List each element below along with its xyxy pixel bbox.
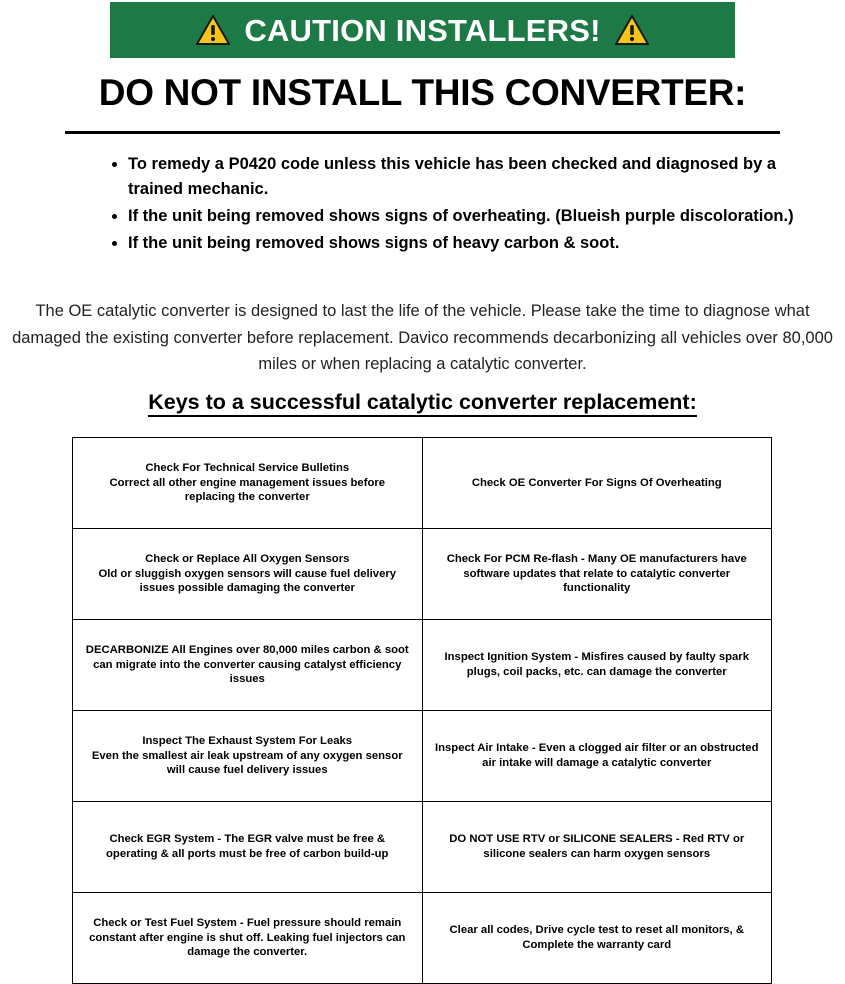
intro-paragraph: The OE catalytic converter is designed to last the life of the vehicle. Please take the time to diagnose what damaged the existing converter before replacement. Davico recommends decarbonizing all vehicles over 80,000 miles or when replacing a catalytic converter.: [12, 302, 833, 374]
list-item: • If the unit being removed shows signs of heavy carbon & soot.: [128, 231, 808, 256]
list-item: • To remedy a P0420 code unless this vehicle has been checked and diagnosed by a trained mechanic.: [128, 152, 808, 202]
table-cell-text: Check EGR System - The EGR valve must be free & operating & all ports must be free of carbon build-up: [106, 833, 389, 860]
table-cell-text: DECARBONIZE All Engines over 80,000 miles carbon & soot can migrate into the converter causing catalyst efficiency issues: [85, 643, 409, 686]
table-cell-right: [422, 711, 772, 802]
table-cell-text: Inspect Ignition System - Misfires caused by faulty spark plugs, coil packs, etc. can damage the converter: [444, 651, 749, 678]
table-row: [73, 711, 772, 802]
table-cell-text: Clear all codes, Drive cycle test to reset all monitors, & Complete the warranty card: [449, 924, 744, 951]
divider: [65, 131, 780, 134]
table-row: [73, 893, 772, 984]
table-cell-text: Check or Test Fuel System - Fuel pressure should remain constant after engine is shut off. Leaking fuel injectors can damage the converter.: [89, 916, 406, 959]
table-cell-left: [73, 529, 423, 620]
table-cell-text: DO NOT USE RTV or SILICONE SEALERS - Red RTV or silicone sealers can harm oxygen sensors: [449, 833, 745, 860]
warning-triangle-icon: [615, 15, 649, 46]
table-cell-left: [73, 802, 423, 893]
table-cell-right: [422, 620, 772, 711]
table-cell-left: [73, 438, 423, 529]
list-item: • If the unit being removed shows signs of overheating. (Blueish purple discoloration.): [128, 204, 808, 229]
table-row: [73, 802, 772, 893]
warning-triangle-icon: [196, 15, 230, 46]
table-cell-left: [73, 620, 423, 711]
keys-section-title: [0, 390, 845, 415]
table-row: [73, 529, 772, 620]
do-not-install-list: [96, 152, 808, 258]
caution-banner: [110, 2, 735, 58]
table-cell-right: [422, 529, 772, 620]
caution-banner-text: CAUTION INSTALLERS!: [244, 12, 601, 48]
table-cell-left: [73, 893, 423, 984]
table-row: [73, 620, 772, 711]
table-cell-text: Check For Technical Service Bulletins Correct all other engine management issues before replacing the converter: [109, 461, 386, 504]
table-cell-text: Inspect Air Intake - Even a clogged air filter or an obstructed air intake will damage a catalytic converter: [434, 742, 759, 769]
table-row: [73, 438, 772, 529]
table-cell-left: [73, 711, 423, 802]
table-cell-right: [422, 438, 772, 529]
table-cell-text: Check OE Converter For Signs Of Overheating: [471, 476, 722, 489]
table-cell-right: [422, 893, 772, 984]
table-cell-text: Check or Replace All Oxygen Sensors Old or sluggish oxygen sensors will cause fuel delivery issues possible damaging the converter: [98, 552, 397, 595]
table-cell-right: [422, 802, 772, 893]
keys-section-title-text: Keys to a successful catalytic converter replacement:: [148, 390, 697, 417]
table-cell-text: Check For PCM Re-flash - Many OE manufacturers have software updates that relate to catalytic converter functionality: [446, 552, 747, 595]
table-cell-text: Inspect The Exhaust System For Leaks Even the smallest air leak upstream of any oxygen sensor will cause fuel delivery issues: [91, 734, 403, 777]
keys-table: [72, 437, 772, 984]
page-title: DO NOT INSTALL THIS CONVERTER:: [98, 72, 747, 113]
